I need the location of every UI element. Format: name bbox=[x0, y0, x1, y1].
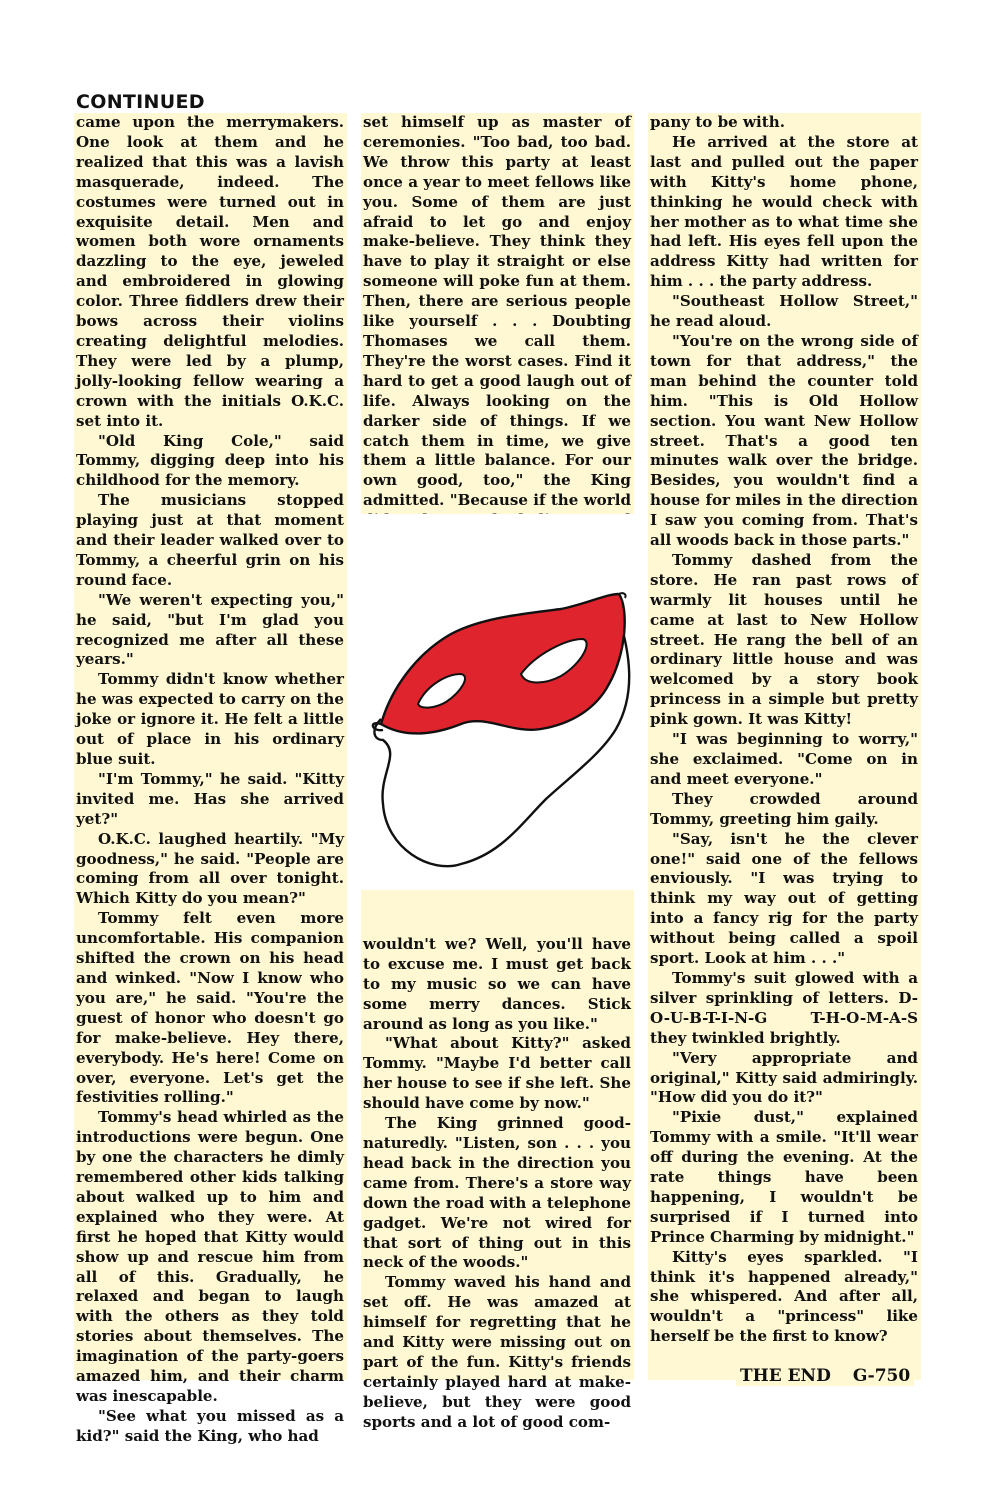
paragraph: "What about Kitty?" asked Tommy. "Maybe I'd better call her house to see if she left. She should have come by now." bbox=[363, 1034, 631, 1113]
paragraph: wouldn't we? Well, you'll have to excuse me. I must get back to my music so we can have some merry dances. Stick around as long as you like." bbox=[363, 934, 631, 1033]
column-2-top-text bbox=[363, 113, 631, 551]
paragraph: "See what you missed as a kid?" said the King, who had bbox=[76, 1406, 344, 1445]
paragraph: Tommy felt even more uncomfortable. His companion shifted the crown on his head and winked. "Now I know who you are," he said. "You're the guest of honor who doesn't go for make-believe. Hey there, everybody. He's here! Come on over, everyone. Let's get the festivities rolling." bbox=[76, 909, 344, 1107]
paragraph: Tommy's head whirled as the introductions were begun. One by one the characters he dimly remembered other kids talking about walked up to him and explained who they were. At first he hoped that Kitty would show up and rescue him from all of this. Gradually, he relaxed and began to laugh with the others as they told stories about themselves. The imagination of the party-goers amazed him, and their charm was inescapable. bbox=[76, 1108, 344, 1405]
paragraph: They crowded around Tommy, greeting him gaily. bbox=[650, 789, 918, 828]
paragraph: O.K.C. laughed heartily. "My goodness," he said. "People are coming from all over tonight. Which Kitty do you mean?" bbox=[76, 829, 344, 908]
paragraph: pany to be with. bbox=[650, 113, 785, 131]
paragraph: "Say, isn't he the clever one!" said one of the fellows enviously. "I was trying to think my way out of getting into a fancy rig for the party without being called a spoil sport. Look at him . . ." bbox=[650, 829, 918, 968]
red-mask-icon bbox=[361, 514, 637, 890]
paragraph: Tommy waved his hand and set off. He was amazed at himself for regretting that he and Kitty were missing out on part of the fun. Kitty's friends certainly played hard at make-believe, but they were good sports and a lot of good com- bbox=[363, 1273, 631, 1431]
paragraph: Tommy dashed from the store. He ran past rows of warmly lit houses until he came at last to New Hollow street. He rang the bell of an ordinary little house and was welcomed by a story book princess in a simple but pretty pink gown. It was Kitty! bbox=[650, 550, 918, 729]
paragraph: Tommy didn't know whether he was expected to carry on the joke or ignore it. He felt a little out of place in his ordinary blue suit. bbox=[76, 670, 344, 768]
paragraph: "Old King Cole," said Tommy, digging deep into his childhood for the memory. bbox=[76, 431, 344, 490]
paragraph: Tommy's suit glowed with a silver sprinkling of letters. D-O-U-B-T-I-N-G T-H-O-M-A-S they twinkled brightly. bbox=[650, 968, 918, 1047]
text-column-3 bbox=[648, 113, 921, 1380]
paragraph: "We weren't expecting you," he said, "but I'm glad you recognized me after all these years." bbox=[76, 590, 344, 669]
paragraph: The King grinned good-naturedly. "Listen, son . . . you head back in the direction you came from. There's a store way down the road with a telephone gadget. We're not wired for that sort of thing out in this neck of the woods." bbox=[363, 1114, 631, 1272]
masquerade-mask-illustration bbox=[361, 514, 637, 890]
paragraph: set himself up as master of ceremonies. "Too bad, too bad. We throw this party at least once a year to meet fellows like you. Some of them are just afraid to let go and enjoy make-believe. They think they have to play it straight or else someone will poke fun at them. Then, there are serious people like yourself . . . Doubting Thomases we call them. They're the worst cases. Find it hard to get a good laugh out of life. Always looking on the darker side of things. If we catch them in time, we give them a little balance. For our own good, too," the King admitted. "Because if the world bbox=[363, 113, 631, 510]
paragraph: "You're on the wrong side of town for that address," the man behind the counter told him. "This is Old Hollow section. You want New Hollow street. That's a good ten minutes walk over the bridge. Besides, you wouldn't find a house for miles in the direction I saw you coming from. That's all woods back in those parts." bbox=[650, 331, 918, 550]
column-2-bottom-text bbox=[363, 935, 631, 1433]
paragraph: "I'm Tommy," he said. "Kitty invited me. Has she arrived yet?" bbox=[76, 769, 344, 828]
paragraph: The musicians stopped playing just at that moment and their leader walked over to Tommy, a cheerful grin on his round face. bbox=[76, 491, 344, 589]
paragraph: He arrived at the store at last and pulled out the paper with Kitty's home phone, thinking he would check with her mother as to what time she had left. His eyes fell upon the address Kitty had written for him . . . the party address. bbox=[650, 132, 918, 291]
story-code: G-750 bbox=[852, 1366, 911, 1386]
paragraph: "I was beginning to worry," she exclaimed. "Come on in and meet everyone." bbox=[650, 730, 918, 788]
paragraph: Kitty's eyes sparkled. "I think it's happened already," she whispered. And after all, wouldn't a "princess" like herself be the first to know? bbox=[650, 1247, 918, 1346]
text-column-1 bbox=[74, 113, 347, 1445]
story-footer bbox=[736, 1366, 914, 1386]
paragraph: "Southeast Hollow Street," he read aloud. bbox=[650, 292, 918, 331]
paragraph: came upon the merrymakers. One look at them and he realized that this was a lavish masquerade, indeed. The costumes were turned out in exquisite detail. Men and women both wore ornaments dazzling to the eye, jeweled and embroidered in glowing color. Three fiddlers drew their bows across their violins creating delightful melodies. They were led by a plump, jolly-looking fellow wearing a crown with the initials O.K.C. set into it. bbox=[76, 113, 344, 430]
the-end-label: THE END bbox=[740, 1366, 831, 1386]
continued-header: CONTINUED bbox=[76, 91, 205, 113]
paragraph: "Very appropriate and original," Kitty said admiringly. "How did you do it?" bbox=[650, 1048, 918, 1107]
paragraph: "Pixie dust," explained Tommy with a smile. "It'll wear off during the evening. At the rate things have been happening, I wouldn't be surprised if I turned into Prince Charming by midnight." bbox=[650, 1108, 918, 1246]
